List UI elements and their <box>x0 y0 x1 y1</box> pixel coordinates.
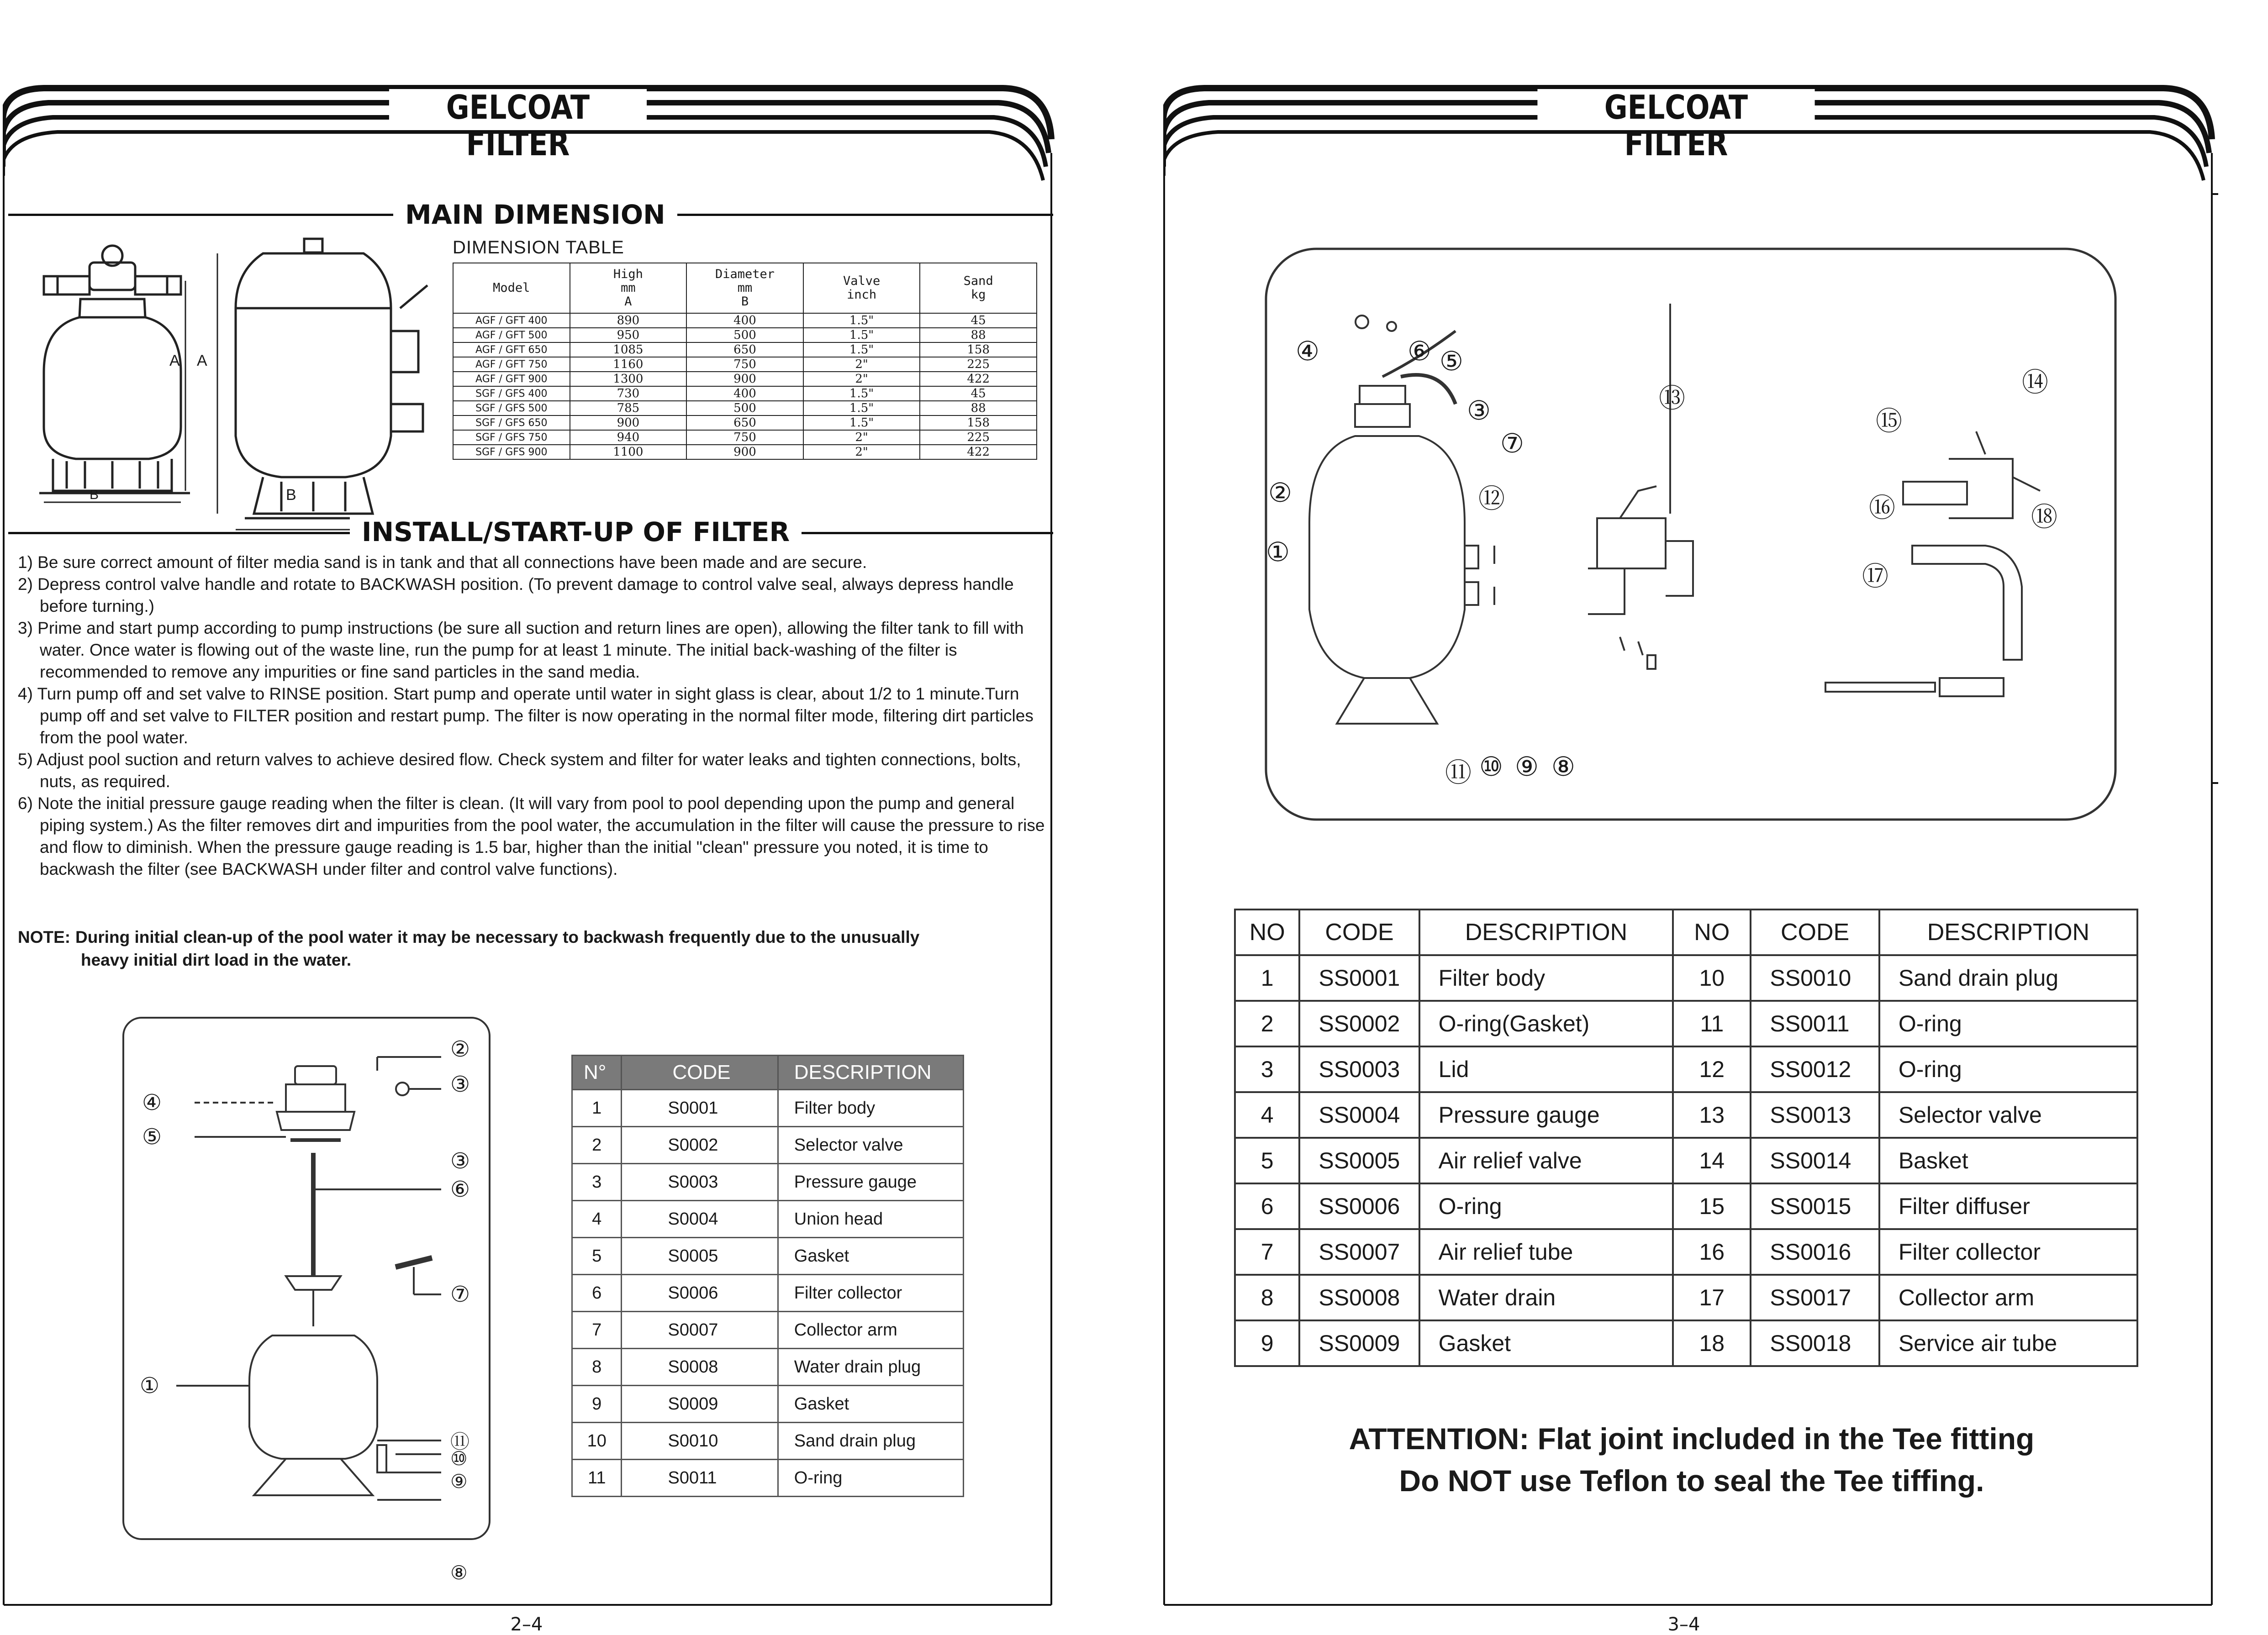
parts-table-right-body <box>1235 955 2137 1366</box>
table-cell: 1 <box>572 1090 622 1127</box>
table-cell: Air relief valve <box>1419 1138 1673 1183</box>
table-cell: 3 <box>572 1164 622 1201</box>
table-cell: AGF / GFT 400 <box>453 313 570 328</box>
table-cell: 1.5" <box>803 342 920 357</box>
table-cell: O-ring <box>1879 1001 2137 1046</box>
table-cell: 5 <box>572 1238 622 1275</box>
table-cell: 3 <box>1235 1046 1299 1092</box>
table-cell: 225 <box>920 430 1037 445</box>
table-cell: 225 <box>920 357 1037 372</box>
col-header-description: DESCRIPTION <box>778 1056 963 1090</box>
dim-header-high: High mm A <box>570 263 687 313</box>
table-cell: SS0017 <box>1751 1275 1879 1320</box>
table-cell: SGF / GFS 750 <box>453 430 570 445</box>
attention-line-1: ATTENTION: Flat joint included in the Tee fitting <box>1349 1422 2035 1456</box>
table-cell: 10 <box>572 1423 622 1460</box>
install-step: 5) Adjust pool suction and return valves to achieve desired flow. Check system and filter for water leaks and tighten connections, bolts, nuts, as required. <box>18 750 1021 791</box>
table-cell: 1.5" <box>803 313 920 328</box>
table-cell: Filter collector <box>1879 1229 2137 1275</box>
table-cell: 7 <box>1235 1229 1299 1275</box>
col-header-no: NO <box>1235 910 1299 955</box>
dimension-table <box>453 263 1037 460</box>
table-cell: 2" <box>803 372 920 386</box>
page-number: 3–4 <box>1667 1614 1700 1635</box>
table-row <box>572 1164 964 1201</box>
table-cell: 45 <box>920 386 1037 401</box>
table-cell: SGF / GFS 650 <box>453 415 570 430</box>
table-cell: 158 <box>920 415 1037 430</box>
table-cell: 1.5" <box>803 328 920 342</box>
table-cell: AGF / GFT 500 <box>453 328 570 342</box>
callout-3: ③ <box>1467 396 1491 426</box>
table-cell: 7 <box>572 1312 622 1349</box>
callout-6: ⑥ <box>1408 336 1431 366</box>
page-right <box>1163 84 2220 1635</box>
callout-7: ⑦ <box>450 1283 470 1307</box>
table-row <box>1235 1138 2137 1183</box>
col-header-code: CODE <box>1299 910 1419 955</box>
table-cell: S0007 <box>622 1312 778 1349</box>
table-cell: 1.5" <box>803 401 920 415</box>
table-cell: AGF / GFT 750 <box>453 357 570 372</box>
table-cell: 14 <box>1673 1138 1751 1183</box>
callout-15: ⑮ <box>1876 406 1903 436</box>
table-cell: SGF / GFS 400 <box>453 386 570 401</box>
table-row <box>453 445 1037 459</box>
table-row <box>572 1312 964 1349</box>
table-cell: 18 <box>1673 1320 1751 1366</box>
divider <box>8 532 374 534</box>
table-cell: Pressure gauge <box>1419 1092 1673 1138</box>
table-cell: 730 <box>570 386 687 401</box>
table-cell: 1 <box>1235 955 1299 1001</box>
table-cell: Union head <box>778 1201 963 1238</box>
install-step: 2) Depress control valve handle and rotate to BACKWASH position. (To prevent damage to control valve seal, always depress handle before turning.) <box>18 575 1014 615</box>
table-cell: Selector valve <box>1879 1092 2137 1138</box>
dim-header-valve: Valve inch <box>803 263 920 313</box>
table-cell: 6 <box>572 1275 622 1312</box>
callout-1: ① <box>140 1374 160 1398</box>
callout-4: ④ <box>1296 336 1319 366</box>
table-cell: Selector valve <box>778 1127 963 1164</box>
table-cell: 158 <box>920 342 1037 357</box>
table-cell: SGF / GFS 500 <box>453 401 570 415</box>
table-cell: AGF / GFT 650 <box>453 342 570 357</box>
table-cell: 900 <box>686 372 803 386</box>
table-cell: 5 <box>1235 1138 1299 1183</box>
table-cell: Air relief tube <box>1419 1229 1673 1275</box>
note <box>18 926 1045 972</box>
table-cell: AGF / GFT 900 <box>453 372 570 386</box>
table-row <box>572 1460 964 1497</box>
table-cell: 6 <box>1235 1183 1299 1229</box>
table-cell: 17 <box>1673 1275 1751 1320</box>
dim-header-model: Model <box>453 263 570 313</box>
table-cell: 650 <box>686 342 803 357</box>
table-cell: S0002 <box>622 1127 778 1164</box>
table-row <box>1235 1275 2137 1320</box>
table-row <box>1235 1320 2137 1366</box>
table-cell: SS0012 <box>1751 1046 1879 1092</box>
col-header-code: CODE <box>622 1056 778 1090</box>
table-cell: SS0007 <box>1299 1229 1419 1275</box>
table-cell: 2 <box>1235 1001 1299 1046</box>
dim-header-sand: Sand kg <box>920 263 1037 313</box>
table-cell: S0006 <box>622 1275 778 1312</box>
note-text: During initial clean-up of the pool water it may be necessary to backwash frequently due to the unusually <box>75 928 920 946</box>
table-cell: Filter body <box>778 1090 963 1127</box>
table-cell: S0009 <box>622 1386 778 1423</box>
table-cell: 12 <box>1673 1046 1751 1092</box>
table-cell: 10 <box>1673 955 1751 1001</box>
table-cell: SS0008 <box>1299 1275 1419 1320</box>
table-row <box>572 1275 964 1312</box>
table-row <box>572 1090 964 1127</box>
page-number: 2–4 <box>510 1614 543 1635</box>
table-cell: 400 <box>686 313 803 328</box>
callout-12: ⑫ <box>1478 484 1505 514</box>
table-cell: 1085 <box>570 342 687 357</box>
table-cell: SS0004 <box>1299 1092 1419 1138</box>
dimension-label-b: B <box>286 486 297 504</box>
callout-17: ⑰ <box>1862 562 1889 591</box>
table-cell: Service air tube <box>1879 1320 2137 1366</box>
table-cell: 785 <box>570 401 687 415</box>
table-cell: 940 <box>570 430 687 445</box>
table-cell: O-ring(Gasket) <box>1419 1001 1673 1046</box>
table-cell: 1160 <box>570 357 687 372</box>
table-row <box>572 1127 964 1164</box>
table-row <box>1235 1092 2137 1138</box>
callout-3: ③ <box>450 1149 470 1173</box>
table-cell: Gasket <box>778 1238 963 1275</box>
table-cell: 750 <box>686 430 803 445</box>
col-header-no: N° <box>572 1056 622 1090</box>
table-cell: 1100 <box>570 445 687 459</box>
table-row <box>572 1201 964 1238</box>
callout-11: ⑪ <box>450 1431 470 1452</box>
table-cell: Collector arm <box>778 1312 963 1349</box>
table-cell: 45 <box>920 313 1037 328</box>
table-cell: O-ring <box>1879 1046 2137 1092</box>
callout-7: ⑦ <box>1500 429 1524 458</box>
table-cell: Pressure gauge <box>778 1164 963 1201</box>
table-row <box>1235 955 2137 1001</box>
table-cell: S0011 <box>622 1460 778 1497</box>
table-cell: SS0003 <box>1299 1046 1419 1092</box>
table-cell: 1300 <box>570 372 687 386</box>
table-cell: SS0015 <box>1751 1183 1879 1229</box>
col-header-code: CODE <box>1751 910 1879 955</box>
page-left <box>3 84 1060 1635</box>
table-cell: SS0011 <box>1751 1001 1879 1046</box>
callout-9: ⑨ <box>1515 752 1539 782</box>
callout-2: ② <box>450 1037 470 1062</box>
callout-4: ④ <box>142 1091 162 1115</box>
table-cell: SS0002 <box>1299 1001 1419 1046</box>
table-cell: S0004 <box>622 1201 778 1238</box>
table-cell: 13 <box>1673 1092 1751 1138</box>
table-cell: S0003 <box>622 1164 778 1201</box>
table-cell: SS0013 <box>1751 1092 1879 1138</box>
header-title: GELCOAT FILTER <box>1537 89 1814 126</box>
table-cell: Filter body <box>1419 955 1673 1001</box>
header-title: GELCOAT FILTER <box>389 89 647 126</box>
table-cell: SS0016 <box>1751 1229 1879 1275</box>
callout-5: ⑤ <box>142 1125 162 1149</box>
table-cell: 650 <box>686 415 803 430</box>
table-cell: Gasket <box>778 1386 963 1423</box>
table-cell: 2" <box>803 430 920 445</box>
table-cell: Sand drain plug <box>1879 955 2137 1001</box>
dim-header-diameter: Diameter mm B <box>686 263 803 313</box>
parts-table-right <box>1234 909 2138 1367</box>
callout-8: ⑧ <box>1551 752 1575 782</box>
table-cell: S0001 <box>622 1090 778 1127</box>
dimension-label-a: A <box>169 352 180 369</box>
table-cell: 422 <box>920 372 1037 386</box>
table-cell: 9 <box>572 1386 622 1423</box>
divider <box>651 214 1053 216</box>
table-cell: Basket <box>1879 1138 2137 1183</box>
callout-10: ⑩ <box>1479 752 1503 782</box>
table-row <box>453 372 1037 386</box>
table-cell: 890 <box>570 313 687 328</box>
col-header-description: DESCRIPTION <box>1419 910 1673 955</box>
page-frame <box>1163 84 2220 1607</box>
table-cell: 11 <box>1673 1001 1751 1046</box>
table-row <box>1235 1183 2137 1229</box>
callout-14: ⑭ <box>2022 368 2049 397</box>
table-cell: 15 <box>1673 1183 1751 1229</box>
callout-2: ② <box>1268 478 1292 508</box>
install-step: 3) Prime and start pump according to pump instructions (be sure all suction and return lines are open), allowing the filter tank to fill with water. Once water is flowing out of the waste line, run the pump for at least 1 minute. The initial back-washing of the filter is recommended to remove any impurities or fine sand particles in the sand media. <box>18 619 1024 681</box>
install-step: 4) Turn pump off and set valve to RINSE position. Start pump and operate until water in sight glass is clear, about 1/2 to 1 minute.Turn pump off and set valve to FILTER position and restart pump. The filter is now operating in the normal filter mode, filtering dirt particles from the pool water. <box>18 684 1034 747</box>
table-cell: SS0001 <box>1299 955 1419 1001</box>
exploded-diagram-left <box>121 1016 491 1541</box>
table-row <box>453 357 1037 372</box>
install-steps <box>18 552 1045 880</box>
table-cell: Filter diffuser <box>1879 1183 2137 1229</box>
table-row <box>453 386 1037 401</box>
table-row <box>453 430 1037 445</box>
col-header-description: DESCRIPTION <box>1879 910 2137 955</box>
table-cell: Filter collector <box>778 1275 963 1312</box>
table-cell: Gasket <box>1419 1320 1673 1366</box>
install-step: 1) Be sure correct amount of filter media sand is in tank and that all connections have been made and are secure. <box>18 553 867 572</box>
table-cell: 4 <box>1235 1092 1299 1138</box>
table-row <box>1235 1001 2137 1046</box>
install-step: 6) Note the initial pressure gauge reading when the filter is clean. (It will vary from pool to pool depending upon the pump and general piping system.) As the filter removes dirt and impurities from the pool water, the accumulation in the filter will cause the pressure to rise and flow to diminish. When the pressure gauge reading is 1.5 bar, higher than the initial "clean" pressure you noted, it is time to backwash the filter (see BACKWASH under filter and control valve functions). <box>18 794 1045 878</box>
table-cell: 8 <box>572 1349 622 1386</box>
table-cell: 2 <box>572 1127 622 1164</box>
table-cell: 900 <box>570 415 687 430</box>
table-cell: 11 <box>572 1460 622 1497</box>
table-cell: 400 <box>686 386 803 401</box>
callout-1: ① <box>1266 537 1290 567</box>
table-row <box>572 1349 964 1386</box>
callout-8: ⑧ <box>450 1562 468 1583</box>
table-row <box>453 342 1037 357</box>
parts-table-left <box>571 1055 964 1497</box>
parts-table-left-body <box>572 1090 964 1497</box>
table-cell: 2" <box>803 445 920 459</box>
callout-13: ⑬ <box>1659 384 1686 413</box>
callout-18: ⑱ <box>2031 502 2058 532</box>
table-row <box>453 415 1037 430</box>
table-cell: 2" <box>803 357 920 372</box>
table-row <box>1235 1229 2137 1275</box>
table-cell: Water drain <box>1419 1275 1673 1320</box>
table-cell: SS0009 <box>1299 1320 1419 1366</box>
table-row <box>572 1238 964 1275</box>
table-cell: S0010 <box>622 1423 778 1460</box>
section-heading-main-dimension: MAIN DIMENSION <box>393 199 677 231</box>
dimension-label-b: B <box>90 487 100 502</box>
table-cell: 900 <box>686 445 803 459</box>
table-cell: SS0014 <box>1751 1138 1879 1183</box>
callout-11: ⑪ <box>1445 758 1472 788</box>
table-row <box>572 1423 964 1460</box>
table-row <box>453 401 1037 415</box>
table-cell: 4 <box>572 1201 622 1238</box>
table-cell: SS0006 <box>1299 1183 1419 1229</box>
attention-line-2: Do NOT use Teflon to seal the Tee tiffing. <box>1399 1464 1984 1498</box>
section-heading-install: INSTALL/START-UP OF FILTER <box>350 516 802 548</box>
table-cell: SS0018 <box>1751 1320 1879 1366</box>
table-cell: 88 <box>920 328 1037 342</box>
table-cell: S0008 <box>622 1349 778 1386</box>
table-cell: 1.5" <box>803 386 920 401</box>
dimension-table-label: DIMENSION TABLE <box>453 237 624 258</box>
table-row <box>1235 1046 2137 1092</box>
callout-9: ⑨ <box>450 1471 468 1492</box>
table-cell: 500 <box>686 401 803 415</box>
table-cell: 750 <box>686 357 803 372</box>
table-cell: 8 <box>1235 1275 1299 1320</box>
callout-10: ⑩ <box>450 1448 468 1469</box>
table-cell: SGF / GFS 900 <box>453 445 570 459</box>
table-row <box>453 313 1037 328</box>
table-cell: 88 <box>920 401 1037 415</box>
table-cell: S0005 <box>622 1238 778 1275</box>
note-text: heavy initial dirt load in the water. <box>81 951 352 969</box>
table-cell: Collector arm <box>1879 1275 2137 1320</box>
table-cell: O-ring <box>1419 1183 1673 1229</box>
table-row <box>453 328 1037 342</box>
table-cell: 16 <box>1673 1229 1751 1275</box>
table-cell: Lid <box>1419 1046 1673 1092</box>
table-cell: 422 <box>920 445 1037 459</box>
callout-3: ③ <box>450 1072 470 1097</box>
table-cell: 950 <box>570 328 687 342</box>
table-cell: SS0010 <box>1751 955 1879 1001</box>
table-row <box>572 1386 964 1423</box>
callout-5: ⑤ <box>1440 347 1463 376</box>
table-cell: 1.5" <box>803 415 920 430</box>
table-cell: O-ring <box>778 1460 963 1497</box>
divider <box>8 214 410 216</box>
col-header-no: NO <box>1673 910 1751 955</box>
dimension-label-a: A <box>197 352 208 369</box>
table-cell: 500 <box>686 328 803 342</box>
callout-6: ⑥ <box>450 1178 470 1202</box>
table-cell: 9 <box>1235 1320 1299 1366</box>
callout-16: ⑯ <box>1869 493 1896 523</box>
table-cell: SS0005 <box>1299 1138 1419 1183</box>
note-label: NOTE: <box>18 928 71 946</box>
table-cell: Water drain plug <box>778 1349 963 1386</box>
dimension-table-body <box>453 313 1037 459</box>
table-cell: Sand drain plug <box>778 1423 963 1460</box>
